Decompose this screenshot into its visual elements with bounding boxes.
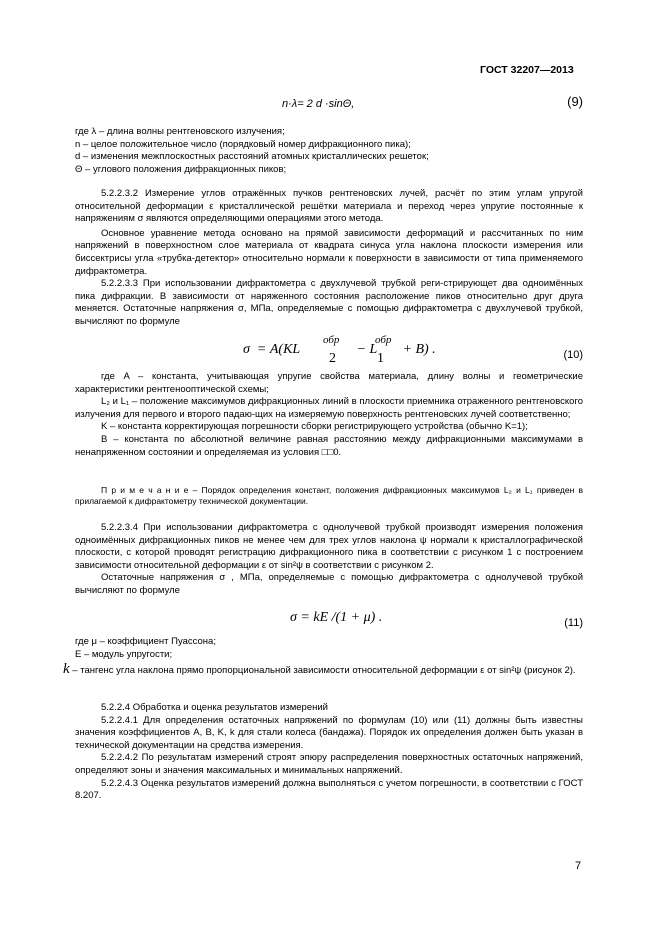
legend-11	[63, 636, 583, 678]
equation-11: σ = kE /(1 + μ) .	[290, 610, 383, 625]
paragraph-5-2-2-4-2: 5.2.2.4.2 По результатам измерений строят эпюру распределения поверхностных остаточных напряжений, определяют зоны и значения максимальных и минимальных напряжений.	[75, 752, 583, 776]
equation-9: n·λ= 2 d ·sinΘ,	[282, 98, 355, 110]
legend-k-small-text: – тангенс угла наклона прямо пропорциональной зависимости относительной деформации ε от sin²ψ (рисунок 2).	[69, 665, 576, 677]
equation-10: σ = A(KL 2 обр − L 1 обр + B) .	[243, 334, 436, 366]
superscript-obr-1: обр	[323, 334, 340, 346]
note-text: П р и м е ч а н и е – Порядок определения констант, положения дифракционных максимумов L₂ и L₁ приведен в прилагаемой к дифрактометру технической документации.	[75, 485, 583, 506]
paragraph-5-2-2-3-2: 5.2.2.3.2 Измерение углов отражённых пучков рентгеновских лучей, расчёт по этим углам упругой относительной деформации ε кристаллической решётки материала и переход через упругие постоянные к напряжениям σ являются определяющими операциями этого метода.	[75, 188, 583, 225]
page-number: 7	[575, 860, 582, 872]
paragraph-5-2-2-3-4: 5.2.2.3.4 При использовании дифрактометра с однолучевой трубкой производят измерения положения одноимённых дифракционных пиков не менее чем для трех углов наклона ψ нормали к кристаллографической плоскости, с которой проводят регистрацию дифракционного пика в соответствии с рисунком 1 с построением зависимости относительной деформации ε от sin²ψ в соответствии с рисунком 2.	[75, 522, 583, 571]
legend-line: Θ – углового положения дифракционных пиков;	[75, 163, 287, 175]
legend-b: B – константа по абсолютной величине равная расстоянию между дифракционными максимумами в ненапряженном состоянии и определяемая из условия □□0.	[75, 433, 583, 458]
legend-line: d – изменения межплоскостных расстояний атомных кристаллических решеток;	[75, 151, 429, 163]
standard-header: ГОСТ 32207—2013	[480, 64, 574, 76]
heading-5-2-2-4: 5.2.2.4 Обработка и оценка результатов измерений	[101, 702, 328, 713]
legend-k: K – константа корректирующая погрешности сборки регистрирующего устройства (обычно K=1);	[101, 421, 528, 433]
legend-e: E – модуль упругости;	[75, 648, 173, 660]
legend-mu: где μ – коэффициент Пуассона;	[75, 636, 216, 647]
equation-9-number: (9)	[567, 94, 583, 109]
legend-line: n – целое положительное число (порядковый номер дифракционного пика);	[75, 138, 411, 150]
legend-10	[75, 371, 583, 459]
note	[75, 485, 583, 507]
equation-11-number: (11)	[564, 617, 583, 629]
legend-9	[75, 126, 583, 176]
section-5-2-2-3-4	[75, 522, 583, 598]
superscript-obr-2: обр	[375, 334, 392, 346]
paragraph-residual-stress: Остаточные напряжения σ , МПа, определяемые с помощью дифрактометра с однолучевой трубкой вычисляют по формуле	[75, 572, 583, 596]
paragraph-5-2-2-4-1: 5.2.2.4.1 Для определения остаточных напряжений по формулам (10) или (11) должны быть известны значения коэффициентов A, B, K, k для стали колеса (бандажа). Порядок их определения должен быть указан в технической документации на средства измерения.	[75, 714, 583, 751]
legend-k-small	[63, 661, 583, 678]
legend-a: где A – константа, учитывающая упругие свойства материала, длину волны и геометрические характеристики рентгенооптической схемы;	[75, 371, 583, 395]
paragraph-main-equation: Основное уравнение метода основано на прямой зависимости деформаций и рассчитанных по ним напряжений в поверхностном слое материала от квадрата синуса угла наклона плоскости измерения или биссектрисы угла «трубка-детектор» относительно нормали к поверхности в зависимости от типа применяемого дифрактометра.	[75, 227, 583, 277]
k-symbol: k	[63, 661, 70, 678]
equation-10-number: (10)	[563, 349, 583, 361]
section-5-2-2-4	[75, 702, 583, 803]
legend-line: где λ – длина волны рентгеновского излучения;	[75, 126, 285, 137]
section-5-2-2-3	[75, 188, 583, 329]
paragraph-5-2-2-3-3: 5.2.2.3.3 При использовании дифрактометра с двухлучевой трубкой реги-стрирующет два одноимённых пика дифракции. В зависимости от наряженного состояния расположение пиков относительно друг друга меняется. Остаточные напряжения σ, МПа, определяемые с помощью дифрактометра с двухлучевой трубкой, вычисляют по формуле	[75, 278, 583, 327]
legend-l: L₂ и L₁ – положение максимумов дифракционных линий в плоскости приемника отраженного рентгеновского излучения для первого и второго падаю-щих на измеряемую поверхность рентгеновских лучей соответственно;	[75, 396, 583, 420]
paragraph-5-2-2-4-3: 5.2.2.4.3 Оценка результатов измерений должна выполняться с учетом погрешности, в соответствии с ГОСТ 8.207.	[75, 777, 583, 802]
